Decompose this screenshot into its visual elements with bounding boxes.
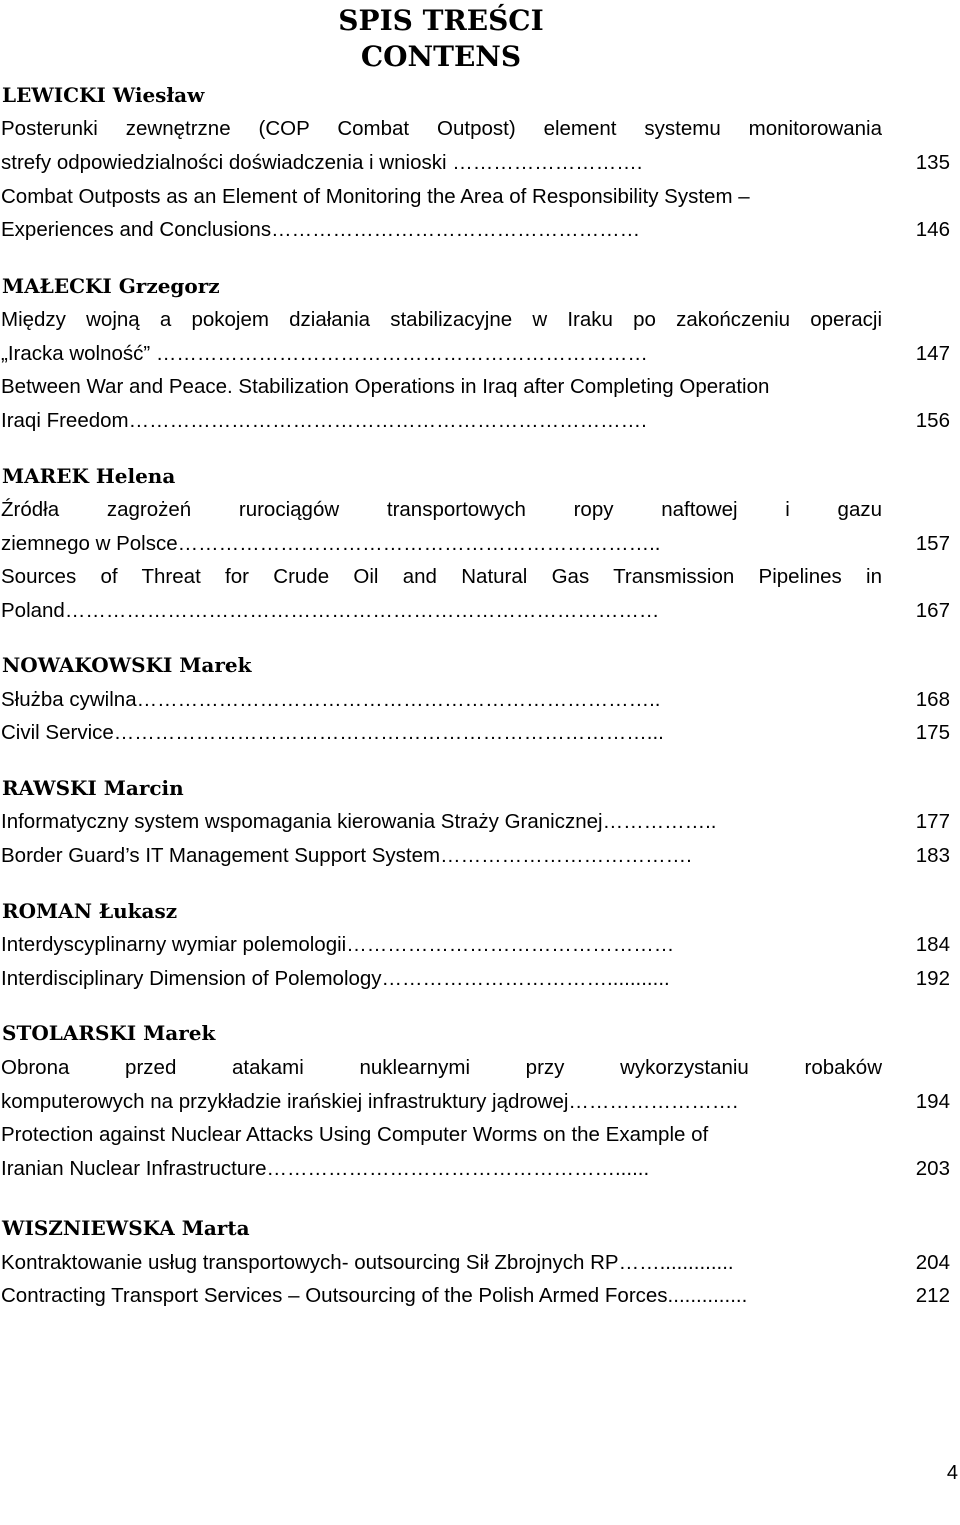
page-ref: 146	[915, 218, 950, 241]
page-ref: 147	[915, 342, 950, 365]
toc-title: SPIS TREŚCI	[338, 4, 544, 37]
toc-entry-line: Combat Outposts as an Element of Monitoring the Area of Responsibility System –	[1, 185, 750, 208]
author-name: LEWICKI Wiesław	[2, 83, 205, 107]
toc-entry-line: Interdisciplinary Dimension of Polemology……………………………...........	[1, 967, 670, 990]
page-ref: 204	[915, 1251, 950, 1274]
toc-entry-line: Between War and Peace. Stabilization Operations in Iraq after Completing Operation	[1, 375, 770, 398]
toc-entry-line: Informatyczny system wspomagania kierowania Straży Granicznej……………..	[1, 810, 717, 833]
author-name: WISZNIEWSKA Marta	[2, 1216, 250, 1240]
page-ref: 203	[915, 1157, 950, 1180]
page-ref: 194	[915, 1090, 950, 1113]
author-name: RAWSKI Marcin	[2, 776, 184, 800]
toc-entry-line: Służba cywilna…………………………………………………………………..	[1, 688, 661, 711]
toc-entry-line: strefy odpowiedzialności doświadczenia i wnioski ……………………….	[1, 151, 643, 174]
toc-entry-line: Contracting Transport Services – Outsourcing of the Polish Armed Forces..............	[1, 1284, 748, 1307]
page-ref: 167	[915, 599, 950, 622]
toc-subtitle: CONTENS	[360, 40, 522, 73]
author-name: MAŁECKI Grzegorz	[2, 274, 220, 298]
toc-entry-line: Między wojną a pokojem działania stabilizacyjne w Iraku po zakończeniu operacji	[1, 308, 882, 331]
toc-entry-line: Poland……………………………………………………………………………	[1, 599, 660, 622]
page-ref: 184	[915, 933, 950, 956]
page-ref: 183	[915, 844, 950, 867]
author-name: ROMAN Łukasz	[2, 899, 178, 923]
author-name: STOLARSKI Marek	[2, 1021, 216, 1045]
page-ref: 156	[915, 409, 950, 432]
page-ref: 157	[915, 532, 950, 555]
toc-entry-line: Obrona przed atakami nuklearnymi przy wykorzystaniu robaków	[1, 1056, 882, 1079]
page-ref: 177	[915, 810, 950, 833]
toc-entry-line: Sources of Threat for Crude Oil and Natural Gas Transmission Pipelines in	[1, 565, 882, 588]
toc-entry-line: ziemnego w Polsce……………………………………………………………..	[1, 532, 661, 555]
toc-entry-line: Border Guard’s IT Management Support System……………………………….	[1, 844, 692, 867]
page-ref: 212	[915, 1284, 950, 1307]
toc-entry-line: Iraqi Freedom………………………………………………………………….	[1, 409, 647, 432]
toc-entry-line: Kontraktowanie usług transportowych- outsourcing Sił Zbrojnych RP…….............	[1, 1251, 734, 1274]
toc-entry-line: Civil Service……………………………………………………………………...	[1, 721, 664, 744]
toc-entry-line: Experiences and Conclusions………………………………………………	[1, 218, 641, 241]
toc-entry-line: Protection against Nuclear Attacks Using Computer Worms on the Example of	[1, 1123, 709, 1146]
toc-entry-line: Posterunki zewnętrzne (COP Combat Outpost) element systemu monitorowania	[1, 117, 882, 140]
page-ref: 192	[915, 967, 950, 990]
toc-entry-line: „Iracka wolność” ………………………………………………………………	[1, 342, 648, 365]
author-name: MAREK Helena	[2, 464, 176, 488]
toc-entry-line: Źródła zagrożeń rurociągów transportowych ropy naftowej i gazu	[1, 498, 882, 521]
page-ref: 135	[915, 151, 950, 174]
toc-entry-line: komputerowych na przykładzie irańskiej infrastruktury jądrowej…………………….	[1, 1090, 739, 1113]
page-ref: 168	[915, 688, 950, 711]
toc-entry-line: Interdyscyplinarny wymiar polemologii…………………………………………	[1, 933, 675, 956]
author-name: NOWAKOWSKI Marek	[2, 653, 252, 677]
page-ref: 175	[915, 721, 950, 744]
page-number: 4	[946, 1462, 958, 1484]
toc-entry-line: Iranian Nuclear Infrastructure……………………………………………......	[1, 1157, 650, 1180]
